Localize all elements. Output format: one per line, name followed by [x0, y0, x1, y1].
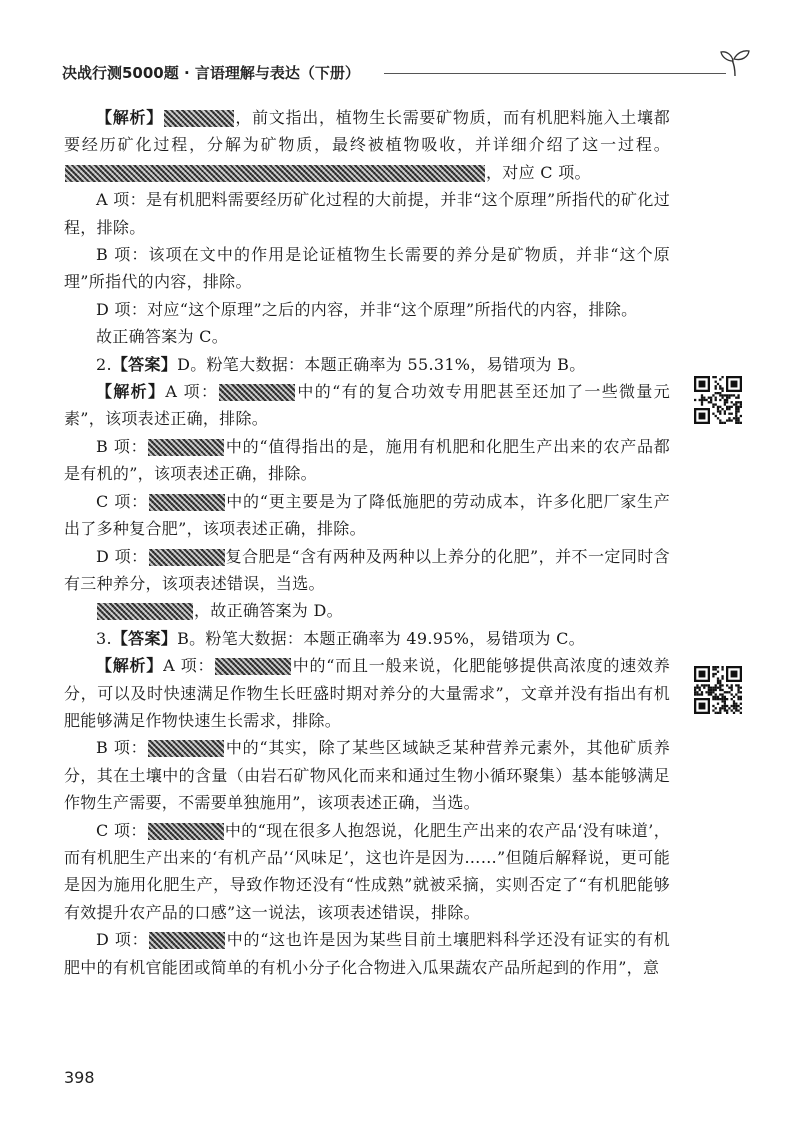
text-run: D 项： [96, 546, 148, 566]
paragraph [64, 652, 670, 734]
paragraph [64, 734, 670, 816]
answer-explanation-text [64, 104, 670, 981]
paragraph [64, 817, 670, 927]
text-run: 中的“值得指出的是，施用有机肥和化肥生产出来的农产品都是有机的”，该项表述正确，排除。 [64, 436, 671, 484]
section-tag: 【解析】 [96, 382, 166, 402]
text-run: B 项： [96, 436, 148, 456]
qr-code-question-2[interactable] [694, 376, 742, 424]
text-run: 中的“更主要是为了降低施肥的劳动成本，许多化肥厂家生产出了多种复合肥”，该项表述正确，排除。 [64, 491, 671, 539]
paragraph [64, 625, 670, 652]
paragraph [64, 597, 670, 624]
text-run: C 项： [96, 820, 147, 840]
redacted-text [219, 384, 295, 401]
paragraph [64, 433, 670, 488]
book-title: 决战行测5000题 · 言语理解与表达（下册） [62, 64, 360, 82]
text-run: ，对应 C 项。 [486, 162, 591, 182]
redacted-text [148, 823, 224, 840]
text-run: 3. [96, 628, 112, 648]
section-tag: 【解析】 [96, 108, 163, 127]
redacted-text [148, 439, 224, 456]
text-run: 中的“现在很多人抱怨说，化肥生产出来的农产品‘没有味道’，而有机肥生产出来的‘有机产品’‘风味足’，这也许是因为……”但随后解释说，更可能是因为施用化肥生产，导致作物还没有“性成熟”就被采摘，实则否定了“有机肥能够有效提升农产品的口感”这一说法，该项表述错误，排除。 [64, 820, 670, 922]
header-rule [384, 73, 726, 74]
section-tag: 【答案】 [111, 354, 178, 374]
redacted-text [148, 740, 224, 757]
text-run: 中的“有的复合功效专用肥甚至还加了一些微量元素”，该项表述正确，排除。 [64, 382, 671, 429]
redacted-text [149, 494, 225, 511]
text-run: ，前文指出，植物生长需要矿物质，而有机肥料施入土壤都要经历矿化过程，分解为矿物质，最终被植物吸收，并详细介绍了这一过程。 [64, 108, 670, 155]
redacted-text [215, 658, 291, 675]
paragraph [64, 543, 670, 598]
text-run: 故正确答案为 C。 [96, 327, 229, 347]
redacted-text [97, 603, 193, 620]
text-run: 2. [96, 354, 112, 374]
redacted-text [65, 165, 485, 182]
text-run: B 项： [96, 738, 148, 758]
paragraph [64, 378, 670, 433]
text-run: B 项：该项在文中的作用是论证植物生长需要的养分是矿物质，并非“这个原理”所指代的内容，排除。 [64, 245, 670, 292]
qr-code-question-3[interactable] [694, 666, 742, 714]
text-run: ，故正确答案为 D。 [194, 601, 343, 621]
running-header [62, 62, 752, 86]
text-run: A 项： [165, 382, 219, 402]
text-run: 复合肥是“含有两种及两种以上养分的化肥”，并不一定同时含有三种养分，该项表述错误，当选。 [64, 546, 670, 593]
paragraph [64, 926, 670, 981]
page-number: 398 [64, 1068, 95, 1087]
text-run: D 项：对应“这个原理”之后的内容，并非“这个原理”所指代的内容，排除。 [96, 299, 638, 319]
paragraph [64, 323, 670, 350]
paragraph [64, 351, 670, 378]
text-run: 中的“其实，除了某些区域缺乏某种营养元素外，其他矿质养分，其在土壤中的含量（由岩石矿物风化而来和通过生物小循环聚集）基本能够满足作物生产需要，不需要单独施用”，该项表述正确，当选。 [64, 738, 671, 813]
redacted-text [164, 110, 234, 127]
text-run: A 项：是有机肥料需要经历矿化过程的大前提，并非“这个原理”所指代的矿化过程，排除。 [64, 190, 670, 237]
paragraph [64, 241, 670, 296]
paragraph [64, 186, 670, 241]
text-run: D。粉笔大数据：本题正确率为 55.31%，易错项为 B。 [177, 354, 586, 374]
text-run: 中的“这也许是因为某些目前土壤肥料科学还没有证实的有机肥中的有机官能团或简单的有机小分子化合物进入瓜果蔬农产品所起到的作用”，意 [64, 930, 670, 977]
section-tag: 【答案】 [111, 628, 178, 648]
section-tag: 【解析】 [96, 656, 164, 676]
leaf-sprout-icon [718, 48, 752, 78]
text-run: B。粉笔大数据：本题正确率为 49.95%，易错项为 C。 [177, 628, 585, 648]
paragraph [64, 488, 670, 543]
paragraph [64, 296, 670, 323]
redacted-text [149, 932, 225, 949]
text-run: D 项： [96, 930, 149, 950]
text-run: C 项： [96, 491, 148, 511]
paragraph [64, 104, 670, 186]
text-run: A 项： [163, 656, 215, 676]
text-run: 中的“而且一般来说，化肥能够提供高浓度的速效养分，可以及时快速满足作物生长旺盛时期对养分的大量需求”，文章并没有指出有机肥能够满足作物快速生长需求，排除。 [64, 656, 671, 730]
redacted-text [149, 549, 225, 566]
